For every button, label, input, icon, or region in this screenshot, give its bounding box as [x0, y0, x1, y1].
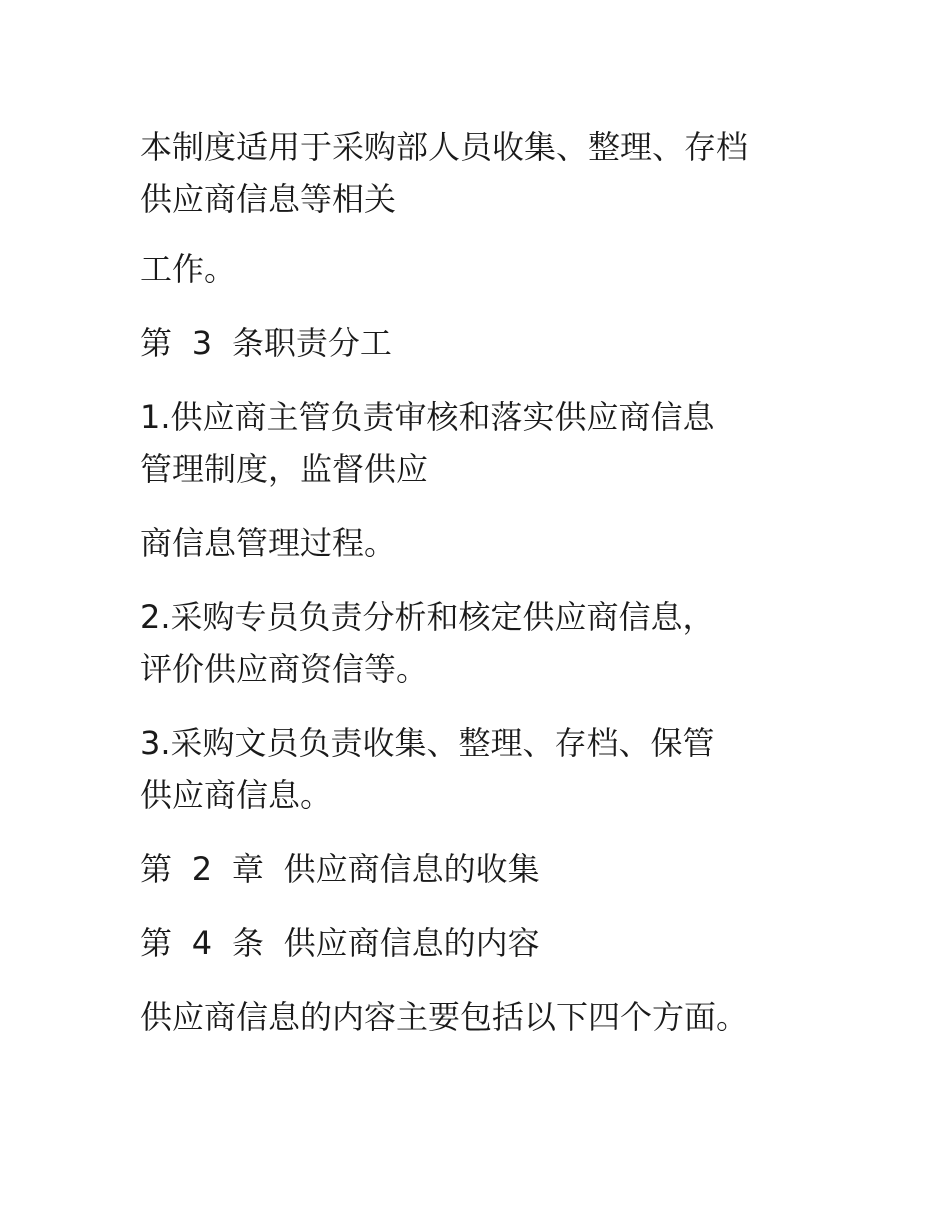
list-item-2 [140, 591, 820, 695]
text-line: 工作。 [140, 250, 237, 288]
text-line: 本制度适用于采购部人员收集、整理、存档 [140, 128, 749, 166]
text-line: 1.供应商主管负责审核和落实供应商信息 [140, 398, 715, 436]
text-line: 2.采购专员负责分析和核定供应商信息， [140, 598, 715, 636]
text-line: 商信息管理过程。 [140, 524, 397, 562]
text-line: 供应商信息的内容主要包括以下四个方面。 [140, 998, 749, 1036]
text-line: 3.采购文员负责收集、整理、存档、保管 [140, 724, 715, 762]
text-line: 供应商信息。 [140, 776, 333, 814]
paragraph-scope [140, 121, 820, 225]
text-line: 第 4 条 供应商信息的内容 [140, 924, 540, 962]
text-line: 评价供应商资信等。 [140, 650, 429, 688]
text-line: 供应商信息等相关 [140, 180, 397, 218]
paragraph-content-intro [140, 991, 820, 1043]
text-line: 管理制度，监督供应 [140, 450, 429, 488]
article-heading [140, 917, 820, 969]
list-item-1 [140, 391, 820, 495]
list-item-3 [140, 717, 820, 821]
article-heading [140, 317, 820, 369]
list-item-1-end [140, 517, 820, 569]
chapter-heading [140, 843, 820, 895]
text-line: 第 2 章 供应商信息的收集 [140, 850, 540, 888]
text-line: 第 3 条职责分工 [140, 324, 392, 362]
paragraph-scope-end [140, 243, 820, 295]
